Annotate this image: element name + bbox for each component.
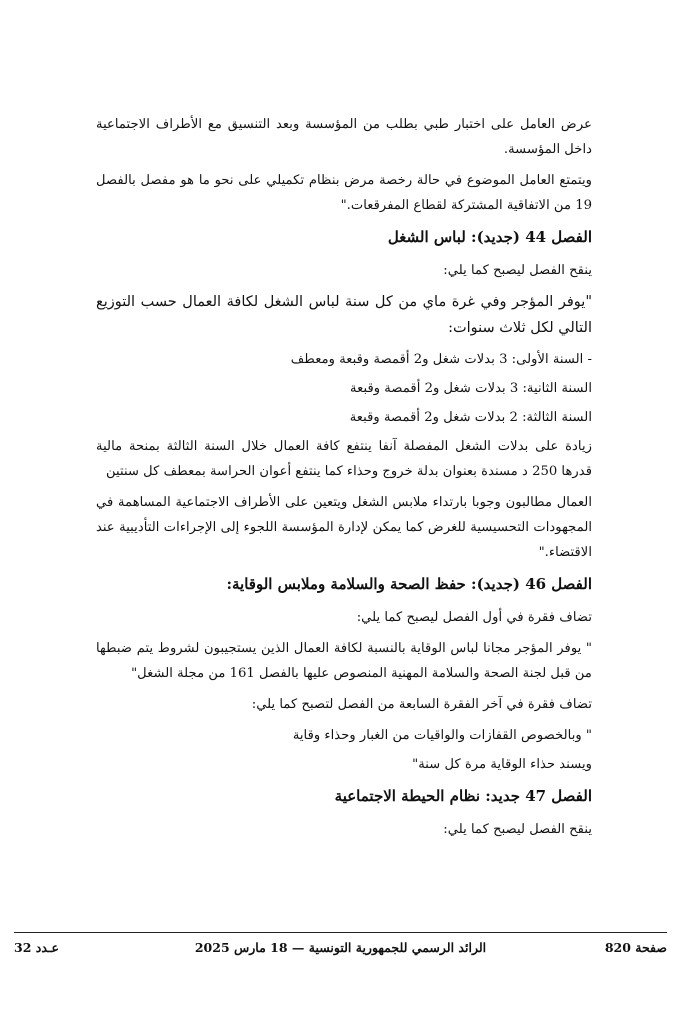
issue-number: عـدد 32 [14, 940, 60, 955]
page-body [96, 112, 592, 848]
paragraph-2: ويتمتع العامل الموضوع في حالة رخصة مرض بنظام تكميلي على نحو ما هو مفصل بالفصل 19 من الاتفاقية المشتركة لقطاع المفرقعات." [96, 173, 592, 213]
paragraph-12: تضاف فقرة في آخر الفقرة السابعة من الفصل لتصبح كما يلي: [251, 697, 592, 712]
page-number: صفحة 820 [604, 940, 667, 955]
paragraph-6: السنة الثانية: 3 بدلات شغل و2 أقمصة وقبعة [350, 381, 592, 396]
paragraph-10: تضاف فقرة في أول الفصل ليصبح كما يلي: [356, 610, 592, 625]
paragraph-13: " وبالخصوص القفازات والواقيات من الغبار وحذاء وقاية [292, 728, 592, 743]
paragraph-5: - السنة الأولى: 3 بدلات شغل و2 أقمصة وقبعة ومعطف [290, 352, 592, 367]
paragraph-14: ويسند حذاء الوقاية مرة كل سنة" [412, 757, 592, 772]
heading-article-44: الفصل 44 (جديد): لباس الشغل [387, 228, 592, 246]
paragraph-3: ينقح الفصل ليصبح كما يلي: [443, 263, 592, 278]
paragraph-15: ينقح الفصل ليصبح كما يلي: [443, 822, 592, 837]
paragraph-11: " يوفر المؤجر مجانا لباس الوقاية بالنسبة لكافة العمال الذين يستجيبون لشروط يتم ضبطها من قبل لجنة الصحة والسلامة المهنية المنصوص عليها بالفصل 161 من مجلة الشغل" [96, 641, 592, 681]
page-footer [14, 940, 667, 962]
heading-article-47: الفصل 47 جديد: نظام الحيطة الاجتماعية [334, 787, 592, 805]
paragraph-1: عرض العامل على اختبار طبي بطلب من المؤسسة وبعد التنسيق مع الأطراف الاجتماعية داخل المؤسسة. [96, 117, 592, 157]
journal-title-date: الرائد الرسمي للجمهورية التونسية — 18 مارس 2025 [194, 940, 487, 955]
heading-article-46: الفصل 46 (جديد): حفظ الصحة والسلامة وملابس الوقاية: [226, 575, 592, 593]
paragraph-9: العمال مطالبون وجوبا بارتداء ملابس الشغل ويتعين على الأطراف الاجتماعية المساهمة في المجهودات التحسيسية للغرض كما يمكن لإدارة المؤسسة اللجوء إلى الإجراءات التأديبية عند الاقتضاء." [96, 495, 592, 560]
paragraph-8: زيادة على بدلات الشغل المفصلة آنفا ينتفع كافة العمال خلال السنة الثالثة بمنحة مالية قدرها 250 د مسندة بعنوان بدلة خروج وحذاء كما ينتفع أعوان الحراسة بمعطف كل سنتين [96, 439, 592, 479]
paragraph-7: السنة الثالثة: 2 بدلات شغل و2 أقمصة وقبعة [349, 410, 592, 425]
footer-divider [14, 932, 667, 933]
paragraph-4: "يوفر المؤجر وفي غرة ماي من كل سنة لباس الشغل لكافة العمال حسب التوزيع التالي لكل ثلاث سنوات: [96, 294, 592, 336]
